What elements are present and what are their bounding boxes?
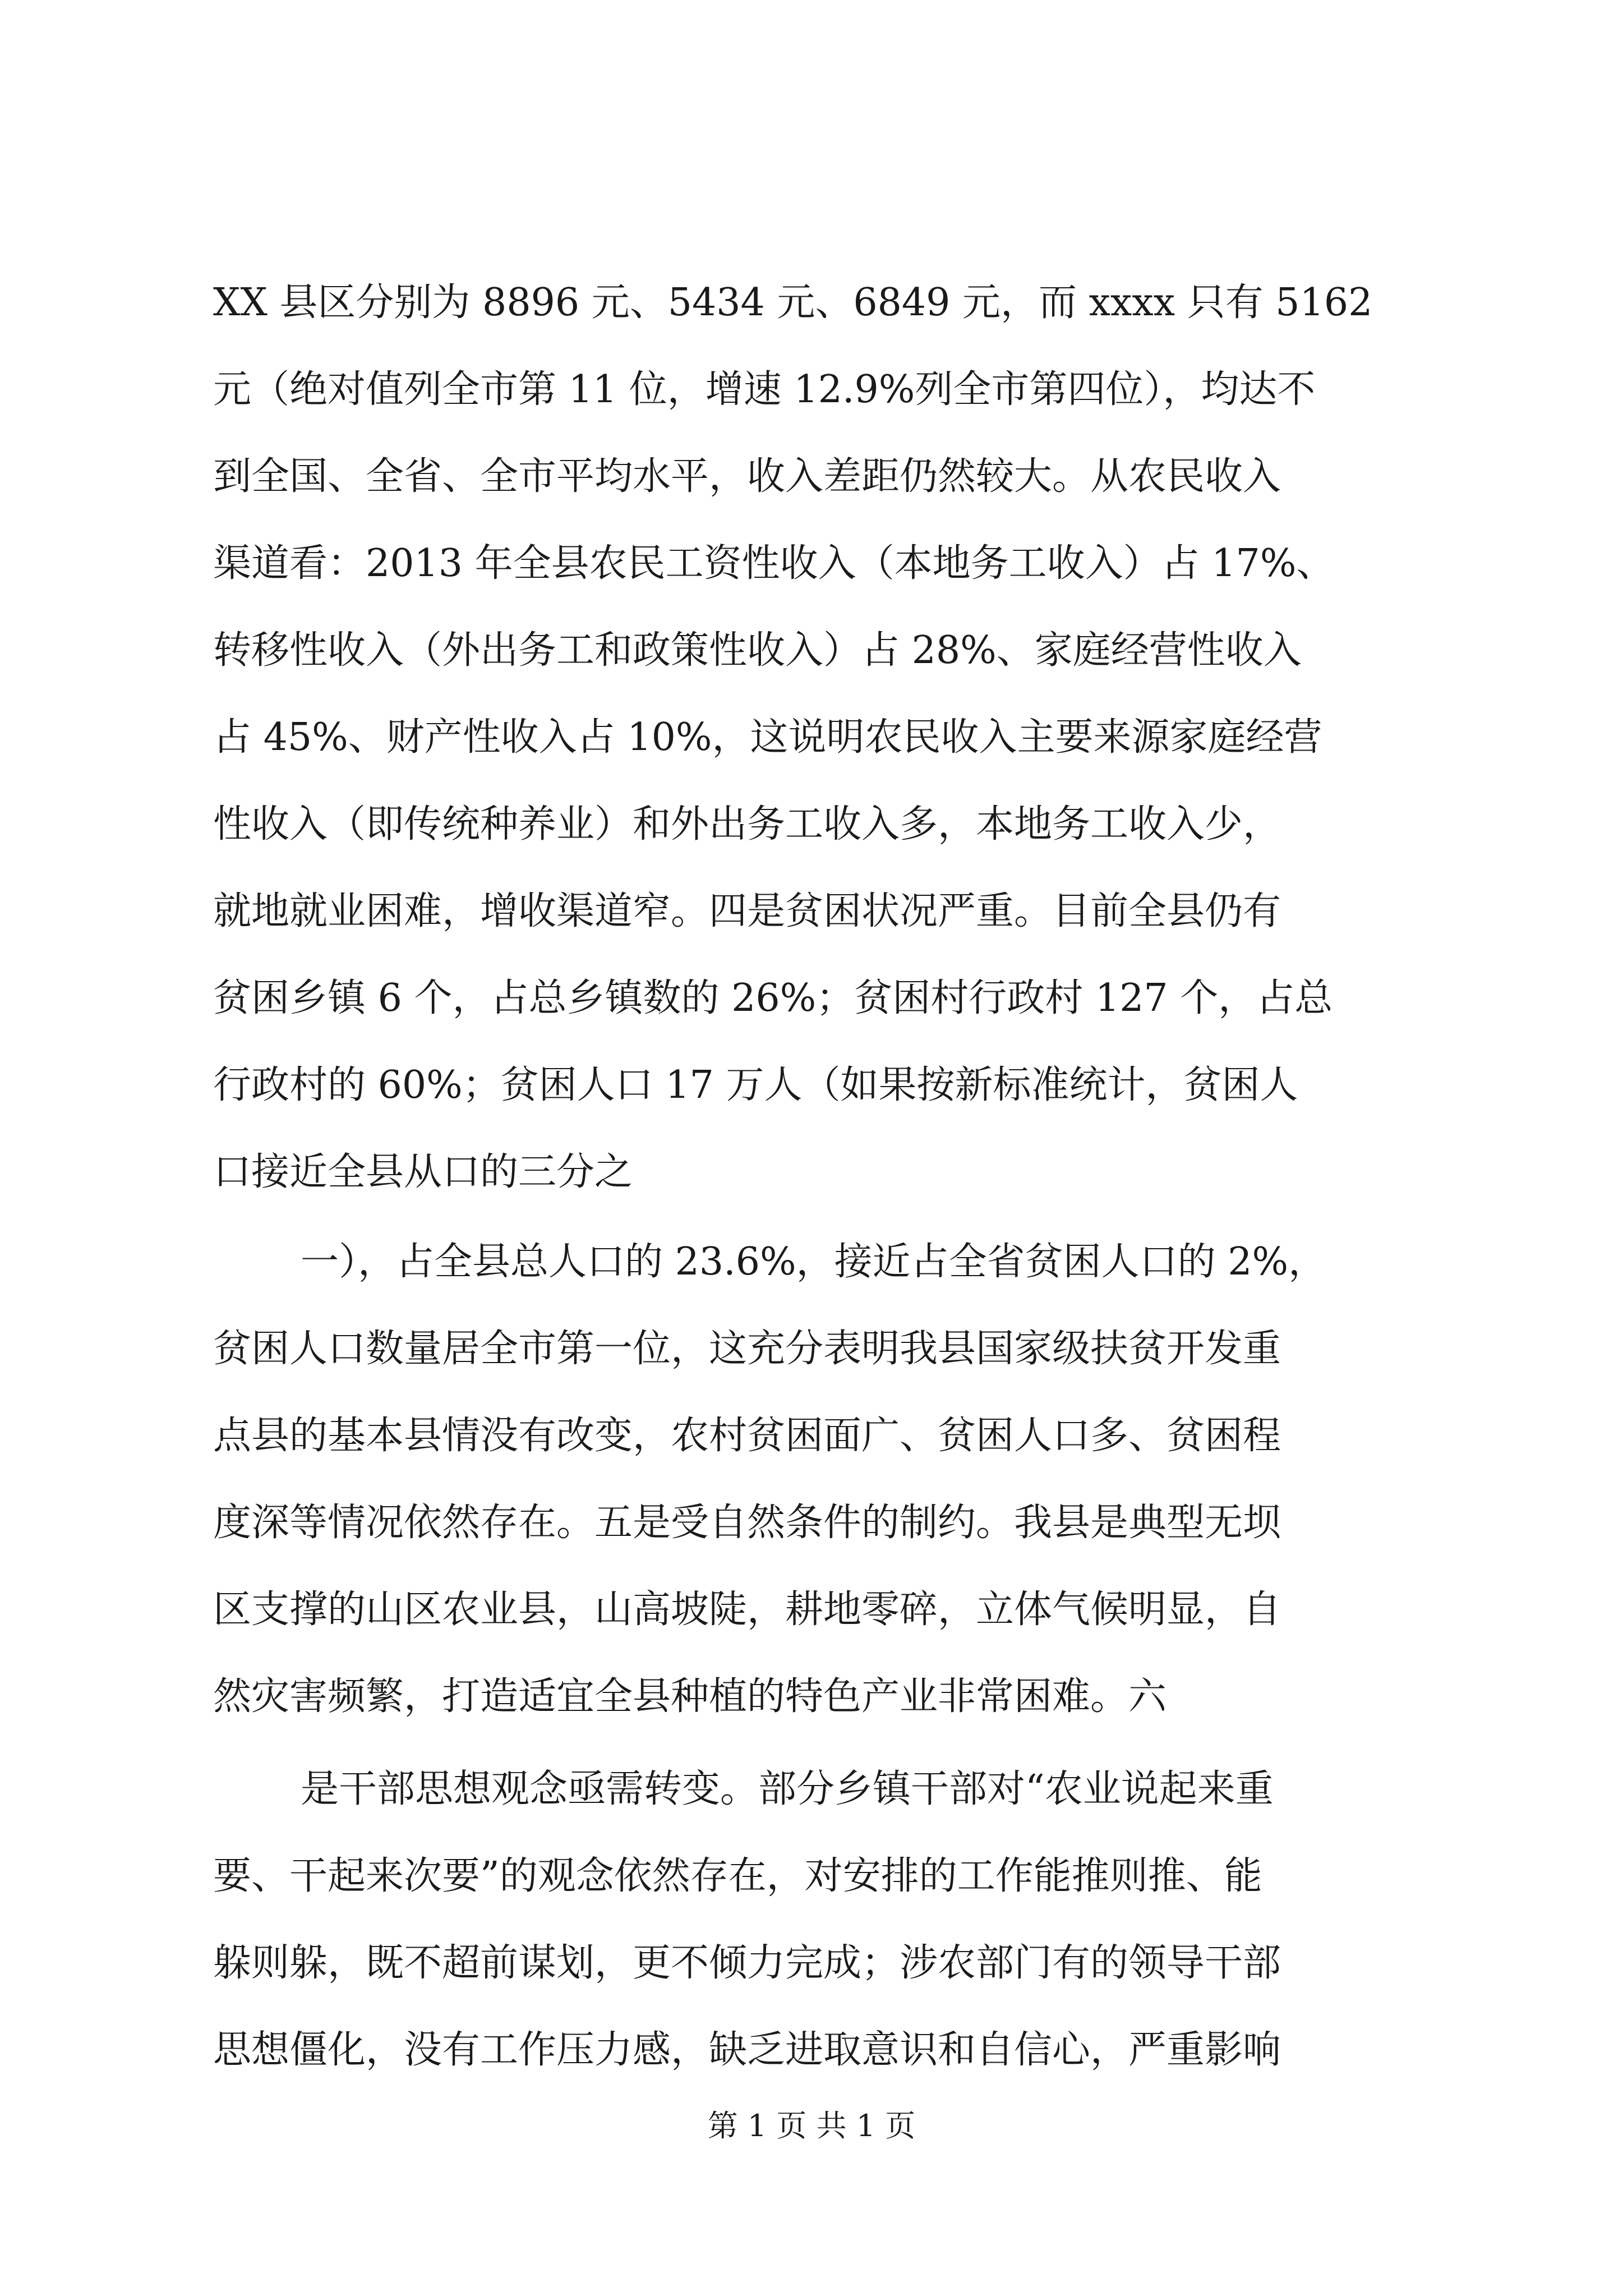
text-line: 行政村的 60%；贫困人口 17 万人（如果按新标准统计，贫困人 xyxy=(213,1063,1298,1107)
text-line: 点县的基本县情没有改变，农村贫困面广、贫困人口多、贫困程 xyxy=(213,1414,1281,1458)
text-line: XX 县区分别为 8896 元、5434 元、6849 元，而 xxxx 只有 5162 xyxy=(213,280,1373,325)
text-line: 然灾害频繁，打造适宜全县种植的特色产业非常困难。六 xyxy=(213,1674,1167,1719)
text-line: 就地就业困难，增收渠道窄。四是贫困状况严重。目前全县仍有 xyxy=(213,889,1281,933)
paragraph-start-line: 一），占全县总人口的 23.6%，接近占全省贫困人口的 2%， xyxy=(301,1240,1327,1284)
text-line: 到全国、全省、全市平均水平，收入差距仍然较大。从农民收入 xyxy=(213,454,1281,499)
text-line: 区支撑的山区农业县，山高坡陡，耕地零碎，立体气候明显，自 xyxy=(213,1588,1281,1632)
text-line: 要、干起来次要”的观念依然存在，对安排的工作能推则推、能 xyxy=(213,1854,1262,1898)
paragraph-start-line: 是干部思想观念亟需转变。部分乡镇干部对“农业说起来重 xyxy=(301,1767,1274,1811)
text-line: 贫困人口数量居全市第一位，这充分表明我县国家级扶贫开发重 xyxy=(213,1327,1281,1371)
text-line: 贫困乡镇 6 个，占总乡镇数的 26%；贫困村行政村 127 个，占总 xyxy=(213,976,1333,1020)
text-line: 转移性收入（外出务工和政策性收入）占 28%、家庭经营性收入 xyxy=(213,628,1302,673)
text-line: 占 45%、财产性收入占 10%，这说明农民收入主要来源家庭经营 xyxy=(213,715,1322,760)
page-number-footer: 第 1 页 共 1 页 xyxy=(707,2108,916,2143)
text-line: 元（绝对值列全市第 11 位，增速 12.9%列全市第四位），均达不 xyxy=(213,367,1316,412)
text-line: 渠道看：2013 年全县农民工资性收入（本地务工收入）占 17%、 xyxy=(213,541,1335,586)
text-line: 度深等情况依然存在。五是受自然条件的制约。我县是典型无坝 xyxy=(213,1501,1281,1545)
text-line: 思想僵化，没有工作压力感，缺乏进取意识和自信心，严重影响 xyxy=(213,2028,1281,2072)
text-line: 口接近全县从口的三分之 xyxy=(213,1150,633,1194)
text-line: 性收入（即传统种养业）和外出务工收入多，本地务工收入少， xyxy=(213,802,1281,846)
text-line: 躲则躲，既不超前谋划，更不倾力完成；涉农部门有的领导干部 xyxy=(213,1941,1281,1985)
